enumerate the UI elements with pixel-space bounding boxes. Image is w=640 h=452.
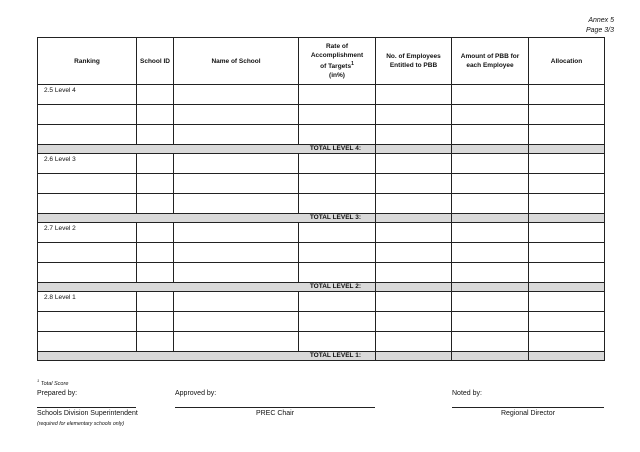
table-cell [174, 85, 299, 105]
table-cell [376, 194, 452, 214]
table-row [38, 125, 605, 145]
total-cell [529, 283, 605, 292]
table-cell [137, 332, 174, 352]
table-row [38, 292, 605, 312]
table-cell [38, 263, 137, 283]
total-row [38, 145, 605, 154]
header-ranking: Ranking [38, 38, 137, 85]
table-cell [174, 105, 299, 125]
table-cell [529, 105, 605, 125]
table-cell [299, 174, 376, 194]
table-cell [529, 85, 605, 105]
sds-signature-line [37, 407, 136, 408]
total-row [38, 214, 605, 223]
table-cell [452, 243, 529, 263]
table-row [38, 312, 605, 332]
table-cell [376, 332, 452, 352]
approved-by-label: Approved by: [175, 390, 217, 397]
header-school-id: School ID [137, 38, 174, 85]
table-cell [376, 263, 452, 283]
table-cell [452, 223, 529, 243]
table-cell [174, 174, 299, 194]
table-cell [137, 263, 174, 283]
table-cell [376, 292, 452, 312]
table-cell [299, 105, 376, 125]
table-cell [137, 292, 174, 312]
table-cell [174, 292, 299, 312]
table-cell [174, 332, 299, 352]
table-cell [452, 292, 529, 312]
header-pbb-amount: Amount of PBB for each Employee [452, 38, 529, 85]
total-cell [452, 283, 529, 292]
table-cell [137, 194, 174, 214]
total-cell [376, 214, 452, 223]
annex-label [586, 16, 614, 36]
table-cell [174, 243, 299, 263]
table-cell [38, 312, 137, 332]
table-cell [376, 125, 452, 145]
total-row [38, 283, 605, 292]
table-cell [299, 292, 376, 312]
table-row [38, 154, 605, 174]
table-cell [452, 174, 529, 194]
table-row [38, 105, 605, 125]
table-cell [376, 312, 452, 332]
prepared-by-label: Prepared by: [37, 390, 78, 397]
table-cell [529, 223, 605, 243]
table-row [38, 332, 605, 352]
header-allocation: Allocation [529, 38, 605, 85]
table-cell [299, 125, 376, 145]
footnote: $^1$ Total Score [37, 378, 69, 387]
level-label: 2.8 Level 1 [38, 292, 137, 312]
table-cell [529, 125, 605, 145]
table-cell [376, 105, 452, 125]
total-cell [529, 352, 605, 361]
table-cell [299, 223, 376, 243]
table-cell [38, 194, 137, 214]
table-cell [452, 263, 529, 283]
table-cell [529, 194, 605, 214]
table-cell [376, 174, 452, 194]
table-cell [452, 332, 529, 352]
page-number: Page 3/3 [585, 27, 614, 34]
level-label: 2.7 Level 2 [38, 223, 137, 243]
table-cell [376, 243, 452, 263]
table-cell [299, 154, 376, 174]
total-label: TOTAL LEVEL 4: [38, 145, 376, 154]
total-cell [529, 214, 605, 223]
table-row [38, 223, 605, 243]
table-cell [38, 243, 137, 263]
table-cell [137, 243, 174, 263]
table-cell [174, 263, 299, 283]
table-cell [529, 292, 605, 312]
table-cell [174, 194, 299, 214]
rd-title: Regional Director [500, 410, 556, 417]
table-cell [452, 85, 529, 105]
sds-title: Schools Division Superintendent [37, 410, 138, 417]
total-label: TOTAL LEVEL 3: [38, 214, 376, 223]
table-cell [137, 223, 174, 243]
table-cell [452, 125, 529, 145]
table-cell [299, 263, 376, 283]
total-cell [376, 145, 452, 154]
table-cell [174, 125, 299, 145]
sds-note: (required for elementary schools only) [37, 421, 125, 427]
table-cell [38, 105, 137, 125]
table-row [38, 174, 605, 194]
table-cell [299, 194, 376, 214]
table-cell [529, 332, 605, 352]
table-row [38, 85, 605, 105]
rd-signature-line [452, 407, 604, 408]
table-cell [38, 125, 137, 145]
table-cell [137, 312, 174, 332]
noted-by-label: Noted by: [452, 390, 482, 397]
table-cell [174, 223, 299, 243]
table-cell [376, 85, 452, 105]
total-label: TOTAL LEVEL 1: [38, 352, 376, 361]
table-cell [452, 312, 529, 332]
total-cell [529, 145, 605, 154]
table-cell [529, 243, 605, 263]
table-cell [137, 85, 174, 105]
total-cell [376, 283, 452, 292]
table-cell [529, 154, 605, 174]
header-employees-entitled: No. of Employees Entitled to PBB [376, 38, 452, 85]
table-cell [299, 312, 376, 332]
total-cell [452, 145, 529, 154]
table-cell [137, 105, 174, 125]
table-cell [529, 174, 605, 194]
table-cell [529, 312, 605, 332]
table-cell [299, 85, 376, 105]
table-cell [137, 174, 174, 194]
total-row [38, 352, 605, 361]
total-label: TOTAL LEVEL 2: [38, 283, 376, 292]
table-cell [452, 194, 529, 214]
table-cell [452, 105, 529, 125]
level-label: 2.6 Level 3 [38, 154, 137, 174]
header-name-of-school: Name of School [174, 38, 299, 85]
level-label: 2.5 Level 4 [38, 85, 137, 105]
table-row [38, 194, 605, 214]
table-cell [38, 174, 137, 194]
table-cell [452, 154, 529, 174]
table-cell [174, 154, 299, 174]
table-cell [137, 154, 174, 174]
table-header-row [38, 38, 605, 85]
prec-signature-line [175, 407, 375, 408]
total-cell [452, 352, 529, 361]
table-cell [174, 312, 299, 332]
table-row [38, 263, 605, 283]
prec-title: PREC Chair [255, 410, 295, 417]
table-row [38, 243, 605, 263]
total-cell [452, 214, 529, 223]
table-cell [376, 223, 452, 243]
table-cell [299, 243, 376, 263]
table-cell [376, 154, 452, 174]
total-cell [376, 352, 452, 361]
table-cell [529, 263, 605, 283]
pbb-allocation-table [37, 37, 605, 361]
annex-number: Annex 5 [588, 17, 614, 24]
table-cell [299, 332, 376, 352]
table-cell [137, 125, 174, 145]
header-rate-of-accomplishment: Rate of Accomplishment of Targets$^1$ (in%) [299, 38, 376, 85]
table-cell [38, 332, 137, 352]
